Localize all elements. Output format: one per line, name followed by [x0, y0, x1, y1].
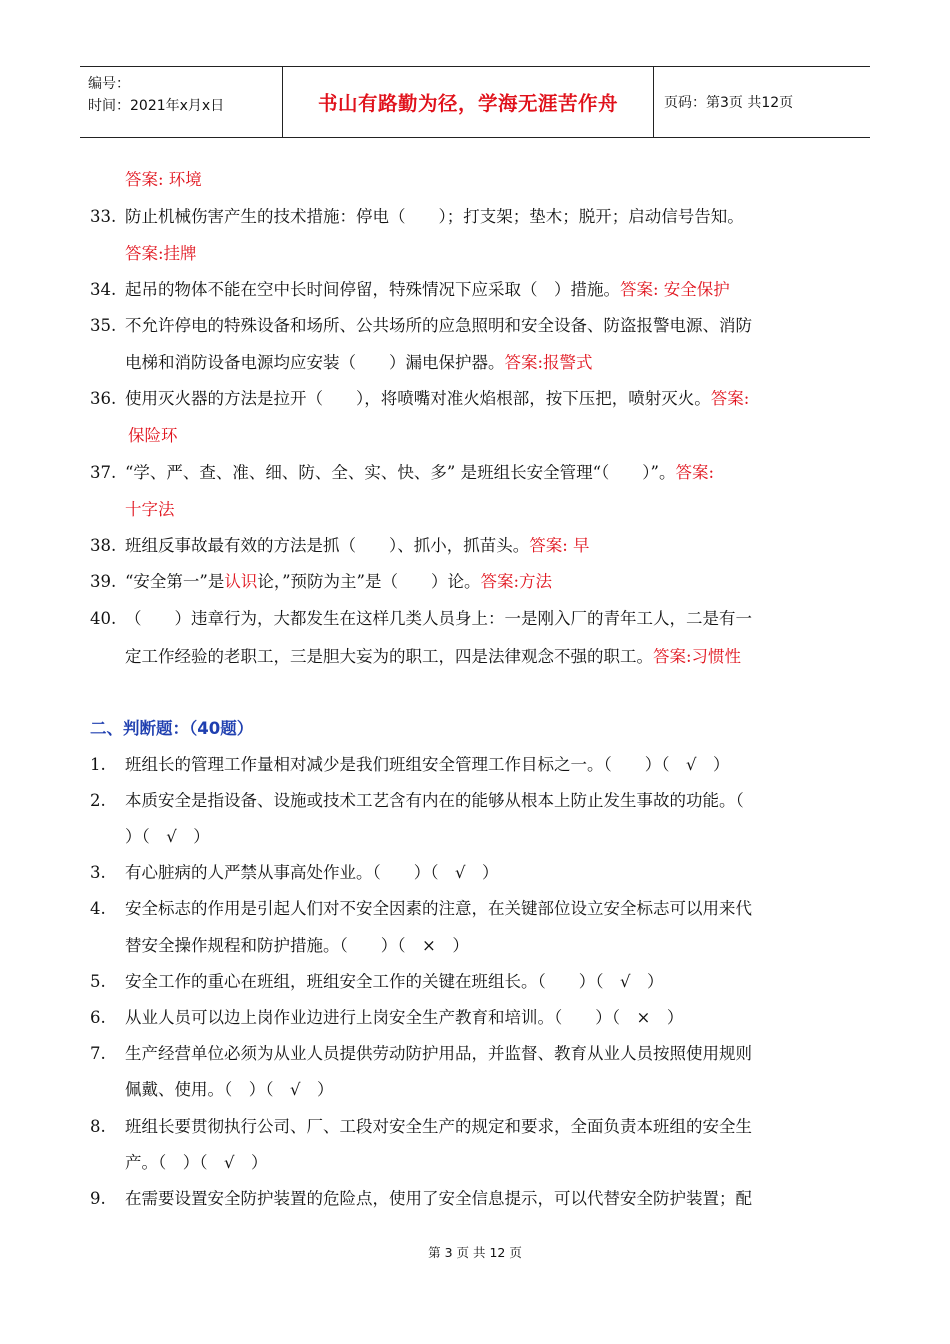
highlight-text: 认识	[224, 572, 258, 591]
question-text: 从业人员可以边上岗作业边进行上岗安全生产教育和培训。（ ）（ × ）	[125, 1008, 684, 1027]
answer-38: 答案: 早	[529, 536, 590, 555]
question-text: 不允许停电的特殊设备和场所、公共场所的应急照明和安全设备、防盗报警电源、消防	[125, 316, 752, 335]
judge-2	[90, 789, 744, 813]
judge-5	[90, 970, 664, 994]
judge-3	[90, 861, 499, 885]
question-text: 有心脏病的人严禁从事高处作业。（ ）（ √ ）	[125, 863, 499, 882]
page-header	[80, 66, 870, 138]
question-36	[90, 387, 749, 411]
question-number: 4.	[90, 899, 106, 918]
question-34	[90, 278, 730, 302]
judge-9	[90, 1187, 752, 1211]
question-number: 37.	[90, 463, 117, 482]
question-number: 2.	[90, 791, 106, 810]
question-number: 40.	[90, 609, 117, 628]
question-40	[90, 607, 752, 631]
judge-8	[90, 1115, 752, 1139]
question-number: 39.	[90, 572, 117, 591]
question-number: 36.	[90, 389, 117, 408]
page-footer: 第 3 页 共 12 页	[428, 1245, 522, 1260]
question-number: 33.	[90, 207, 117, 226]
answer-34: 答案: 安全保护	[620, 280, 730, 299]
question-number: 7.	[90, 1044, 106, 1063]
serial-label: 编号：	[88, 76, 130, 92]
question-text: 班组反事故最有效的方法是抓（ ）、抓小，抓苗头。	[125, 536, 530, 555]
answer-33: 答案:挂牌	[125, 244, 197, 263]
time-label: 时间：2021年x月x日	[88, 98, 225, 114]
judge-7-cont: 佩戴、使用。（ ）（ √ ）	[125, 1080, 334, 1099]
answer-35: 答案:报警式	[504, 353, 593, 372]
question-text: 生产经营单位必须为从业人员提供劳动防护用品，并监督、教育从业人员按照使用规则	[125, 1044, 752, 1063]
question-text: （ ）违章行为，大都发生在这样几类人员身上：一是刚入厂的青年工人，二是有一	[125, 609, 752, 628]
answer-36: 保险环	[128, 426, 178, 445]
answer-39: 答案:方法	[480, 572, 553, 591]
judge-7	[90, 1042, 752, 1066]
question-number: 38.	[90, 536, 117, 555]
question-number: 9.	[90, 1189, 106, 1208]
question-text: 在需要设置安全防护装置的危险点，使用了安全信息提示，可以代替安全防护装置；配	[125, 1189, 752, 1208]
question-text: 防止机械伤害产生的技术措施：停电（ ）；打支架；垫木；脱开；启动信号告知。	[125, 207, 744, 226]
question-35-cont	[125, 351, 593, 375]
question-text: 班组长要贯彻执行公司、厂、工段对安全生产的规定和要求，全面负责本班组的安全生	[125, 1117, 752, 1136]
question-37	[90, 461, 714, 485]
judge-4	[90, 897, 752, 921]
question-text: 论，”预防为主”是（ ）论。	[257, 572, 481, 591]
question-40-cont	[125, 645, 741, 669]
question-number: 8.	[90, 1117, 106, 1136]
answer-40: 答案:习惯性	[653, 647, 742, 666]
answer-32: 答案: 环境	[125, 170, 202, 189]
question-38	[90, 534, 590, 558]
header-page-info: 页码：第3页 共12页	[664, 95, 794, 111]
answer-37: 十字法	[125, 500, 175, 519]
question-text: 安全工作的重心在班组，班组安全工作的关键在班组长。（ ）（ √ ）	[125, 972, 664, 991]
question-number: 3.	[90, 863, 106, 882]
question-text: 电梯和消防设备电源均应安装（ ）漏电保护器。	[125, 353, 505, 372]
question-number: 34.	[90, 280, 117, 299]
question-number: 6.	[90, 1008, 106, 1027]
answer-label: 答案:	[675, 463, 715, 482]
question-number: 5.	[90, 972, 106, 991]
header-motto-cell	[283, 67, 654, 137]
question-text: 安全标志的作用是引起人们对不安全因素的注意，在关键部位设立安全标志可以用来代	[125, 899, 752, 918]
question-text: 使用灭火器的方法是拉开（ ），将喷嘴对准火焰根部，按下压把，喷射灭火。	[125, 389, 711, 408]
question-text: “学、严、查、准、细、防、全、实、快、多” 是班组长安全管理“（ ）”。	[125, 463, 676, 482]
judge-4-cont: 替安全操作规程和防护措施。（ ）（ × ）	[125, 936, 469, 955]
question-text: 班组长的管理工作量相对减少是我们班组安全管理工作目标之一。（ ）（ √ ）	[125, 755, 730, 774]
judge-8-cont: 产。（ ）（ √ ）	[125, 1153, 268, 1172]
question-number: 1.	[90, 755, 106, 774]
judge-2-cont: ）（ √ ）	[125, 827, 210, 846]
question-number: 35.	[90, 316, 117, 335]
question-39	[90, 570, 552, 594]
header-meta	[80, 67, 283, 137]
question-text: 定工作经验的老职工，三是胆大妄为的职工，四是法律观念不强的职工。	[125, 647, 653, 666]
question-text: “安全第一”是	[125, 572, 225, 591]
section-heading: 二、判断题：（40题）	[90, 719, 254, 738]
question-35	[90, 314, 752, 338]
question-text: 本质安全是指设备、设施或技术工艺含有内在的能够从根本上防止发生事故的功能。（	[125, 791, 744, 810]
question-text: 起吊的物体不能在空中长时间停留，特殊情况下应采取（ ）措施。	[125, 280, 620, 299]
motto: 书山有路勤为径，学海无涯苦作舟	[317, 92, 618, 115]
judge-6	[90, 1006, 683, 1030]
question-33	[90, 205, 744, 229]
judge-1	[90, 753, 730, 777]
answer-label: 答案:	[710, 389, 750, 408]
